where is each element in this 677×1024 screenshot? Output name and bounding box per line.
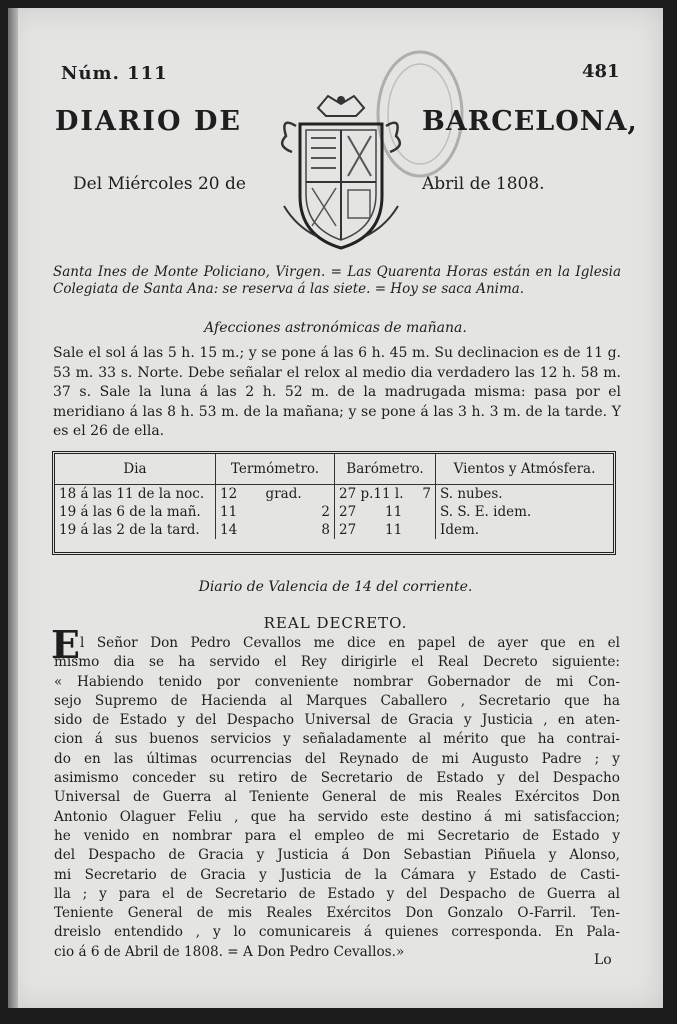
date-line-right: Abril de 1808. — [422, 174, 545, 194]
baro-value: 27 — [339, 522, 357, 538]
baro-fraction: 11 — [385, 522, 403, 538]
astronomy-heading: Afecciones astronómicas de mañana. — [204, 320, 467, 336]
cell-vientos: S. S. E. idem. — [440, 504, 532, 520]
baro-fraction: 7 — [422, 486, 431, 502]
valencia-source-line: Diario de Valencia de 14 del corriente. — [198, 579, 473, 595]
decree-line: del Despacho de Gracia y Justicia á Don Sebastian Piñuela y Alonso, — [54, 847, 620, 864]
decree-line: mi Secretario de Gracia y Justicia de la Cámara y Estado de Casti- — [54, 866, 620, 883]
cell-barometro — [335, 485, 436, 504]
cell-barometro — [335, 521, 436, 539]
decree-line: sejo Supremo de Hacienda al Marques Caballero , Secretario que ha — [54, 692, 620, 709]
cell-vientos: Idem. — [440, 522, 480, 538]
page-number: 481 — [582, 61, 620, 82]
saints-of-the-day: Santa Ines de Monte Policiano, Virgen. = Las Quarenta Horas están en la Iglesia Colegiata de Santa Ana: se reserva á las siete. = Hoy se saca Anima. — [53, 264, 621, 297]
termo-fraction: 8 — [321, 522, 330, 538]
decree-line: he venido en nombrar para el empleo de mi Secretario de Estado y — [54, 827, 620, 844]
termo-value: 12 — [220, 486, 238, 502]
table-row — [55, 521, 613, 539]
cell-dia: 19 á las 2 de la tard. — [55, 521, 216, 539]
decree-line: Antonio Olaguer Feliu , que ha servido este destino á mi satisfaccion; — [54, 808, 620, 825]
issue-number: Núm. 111 — [61, 63, 168, 84]
decree-line: cion á sus buenos servicios y señaladamente al mérito que ha contrai- — [54, 731, 620, 748]
masthead-title-right: BARCELONA, — [422, 106, 638, 137]
catchword: Lo — [594, 952, 612, 968]
col-header-termometro: Termómetro. — [216, 454, 335, 485]
table-row — [55, 503, 613, 521]
termo-unit: grad. — [265, 486, 302, 502]
cell-termometro — [216, 503, 335, 521]
baro-fraction: 11 — [385, 504, 403, 520]
decree-line: cio á 6 de Abril de 1808. = A Don Pedro Cevallos.» — [54, 943, 405, 960]
cell-dia: 19 á las 6 de la mañ. — [55, 503, 216, 521]
col-header-dia: Dia — [55, 454, 216, 485]
cell-termometro — [216, 485, 335, 504]
decree-body — [54, 634, 620, 962]
decree-line: asimismo conceder su retiro de Secretario de Estado y del Despacho — [54, 770, 620, 787]
decree-line: do en las últimas ocurrencias del Reynado de mi Augusto Padre ; y — [54, 750, 620, 767]
decree-line: mismo dia se ha servido el Rey dirigirle el Real Decreto siguiente: — [54, 654, 620, 671]
newspaper-page — [8, 8, 663, 1008]
baro-value: 27 p.11 l. — [339, 486, 404, 502]
drop-cap: E — [51, 622, 80, 667]
cell-termometro — [216, 521, 335, 539]
col-header-barometro: Barómetro. — [335, 454, 436, 485]
decree-line: « Habiendo tenido por conveniente nombrar Gobernador de mi Con- — [54, 673, 620, 690]
table-row — [55, 485, 613, 504]
termo-value: 14 — [220, 522, 238, 538]
page-gutter — [8, 8, 18, 1008]
termo-value: 11 — [220, 504, 238, 520]
decree-line: Teniente General de mis Reales Exércitos Don Gonzalo O-Farril. Ten- — [54, 905, 620, 922]
decree-line: lla ; y para el de Secretario de Estado y del Despacho de Guerra al — [54, 885, 620, 902]
col-header-vientos: Vientos y Atmósfera. — [436, 454, 614, 485]
cell-dia: 18 á las 11 de la noc. — [55, 485, 216, 504]
cell-vientos: S. nubes. — [440, 486, 503, 502]
coat-of-arms-crest — [266, 86, 416, 254]
masthead-title-left: DIARIO DE — [55, 106, 242, 137]
weather-table — [52, 451, 616, 555]
astronomy-text: Sale el sol á las 5 h. 15 m.; y se pone á las 6 h. 45 m. Su declinacion es de 11 g. 53 m. 33 s. Norte. Debe señalar el relox al medio dia verdadero las 12 h. 58 m. 37 s. Sale la luna á las 2 h. 52 m. de la madrugada misma: pasa por el meridiano á las 8 h. 53 m. de la mañana; y se pone á las 3 h. 3 m. de la tarde. Y es el 26 de ella. — [53, 345, 621, 439]
date-line-left: Del Miércoles 20 de — [73, 174, 246, 194]
decree-line: l Señor Don Pedro Cevallos me dice en papel de ayer que en el — [80, 635, 620, 651]
decree-title: REAL DECRETO. — [263, 614, 408, 632]
termo-fraction: 2 — [321, 504, 330, 520]
cell-barometro — [335, 503, 436, 521]
baro-value: 27 — [339, 504, 357, 520]
decree-line: dreislo entendido , y lo comunicareis á quienes corresponda. En Pala- — [54, 924, 620, 941]
table-header-row — [55, 454, 613, 485]
decree-line: Universal de Guerra al Teniente General de mis Reales Exércitos Don — [54, 789, 620, 806]
decree-line: sido de Estado y del Despacho Universal de Gracia y Justicia , en aten- — [54, 712, 620, 729]
